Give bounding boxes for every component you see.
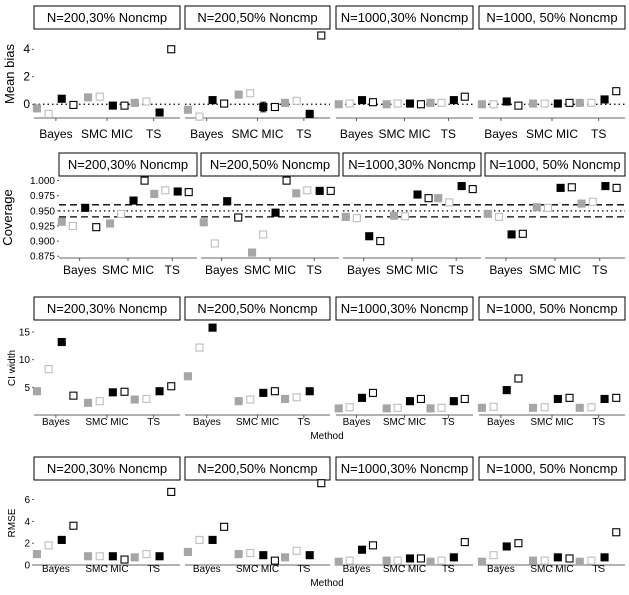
data-point xyxy=(109,389,116,396)
x-tick-label: Bayes xyxy=(489,263,523,277)
data-point xyxy=(613,88,620,95)
chart-row-0 xyxy=(2,6,625,141)
x-tick-label: Bayes xyxy=(342,564,371,575)
x-tick-label: TS xyxy=(297,417,311,428)
y-axis-label: Mean bias xyxy=(2,44,17,104)
x-tick-label: Bayes xyxy=(190,127,224,141)
data-point xyxy=(427,99,434,106)
x-tick-label: SMC MIC xyxy=(530,417,574,428)
data-point xyxy=(566,555,573,562)
data-point xyxy=(33,551,40,558)
data-point xyxy=(121,388,128,395)
panel-2-2 xyxy=(335,297,473,428)
data-point xyxy=(85,553,92,560)
data-point xyxy=(508,231,515,238)
panel-title: N=1000,30% Noncmp xyxy=(348,157,476,172)
data-point xyxy=(96,93,103,100)
data-point xyxy=(260,231,267,238)
x-tick-label: SMC MIC xyxy=(235,564,280,575)
x-tick-label: Bayes xyxy=(487,417,515,428)
data-point xyxy=(541,557,548,564)
data-point xyxy=(109,102,116,109)
x-tick-label: Bayes xyxy=(42,417,70,428)
x-tick-label: TS xyxy=(441,564,455,575)
data-point xyxy=(316,187,323,194)
data-point xyxy=(503,387,510,394)
data-point xyxy=(417,101,424,108)
data-point xyxy=(515,540,522,547)
y-axis-label: RMSE xyxy=(7,508,18,538)
data-point xyxy=(168,46,175,53)
x-tick-label: TS xyxy=(146,127,162,141)
data-point xyxy=(346,404,353,411)
data-point xyxy=(271,388,278,395)
data-point xyxy=(118,210,125,217)
data-point xyxy=(209,536,216,543)
data-point xyxy=(601,554,608,561)
data-point xyxy=(613,394,620,401)
data-point xyxy=(394,557,401,564)
y-tick-label: 2 xyxy=(24,538,30,550)
chart-row-3 xyxy=(7,457,625,589)
x-tick-label: Bayes xyxy=(39,127,73,141)
data-point xyxy=(490,552,497,559)
chart-row-2 xyxy=(7,297,625,442)
data-point xyxy=(568,184,575,191)
data-point xyxy=(450,97,457,104)
x-tick-label: Bayes xyxy=(347,263,381,277)
chart-row-1 xyxy=(0,153,625,277)
y-tick-label: 0.975 xyxy=(29,191,55,203)
panel-title: N=1000, 50% Noncmp xyxy=(486,10,618,25)
data-point xyxy=(168,383,175,390)
data-point xyxy=(221,100,228,107)
data-point xyxy=(353,215,360,222)
data-point xyxy=(162,187,169,194)
panel-1-0 xyxy=(58,153,197,277)
data-point xyxy=(196,113,203,120)
panel-0-2 xyxy=(335,6,473,141)
data-point xyxy=(554,395,561,402)
data-point xyxy=(335,558,342,565)
data-point xyxy=(185,189,192,196)
data-point xyxy=(271,104,278,111)
x-tick-label: Bayes xyxy=(487,564,515,575)
panel-title: N=200,30% Noncmp xyxy=(67,157,189,172)
data-point xyxy=(566,394,573,401)
data-point xyxy=(515,375,522,382)
data-point xyxy=(490,403,497,410)
data-point xyxy=(601,395,608,402)
data-point xyxy=(478,101,485,108)
data-point xyxy=(369,99,376,106)
y-tick-label: 6 xyxy=(24,495,30,507)
data-point xyxy=(211,240,218,247)
data-point xyxy=(235,398,242,405)
x-tick-label: SMC MIC xyxy=(85,564,129,575)
data-point xyxy=(96,398,103,405)
x-axis-label: Method xyxy=(310,431,344,442)
y-axis-label: Coverage xyxy=(0,189,15,246)
data-point xyxy=(109,553,116,560)
data-point xyxy=(383,101,390,108)
panel-title: N=200,50% Noncmp xyxy=(209,157,331,172)
panel-title: N=1000,30% Noncmp xyxy=(340,10,469,25)
data-point xyxy=(530,100,537,107)
x-tick-label: SMC MIC xyxy=(102,263,154,277)
data-point xyxy=(260,389,267,396)
data-point xyxy=(69,222,76,229)
data-point xyxy=(306,552,313,559)
y-tick-label: 2 xyxy=(23,69,30,84)
data-point xyxy=(602,183,609,190)
data-point xyxy=(131,99,138,106)
data-point xyxy=(93,224,100,231)
data-point xyxy=(427,405,434,412)
panel-0-1 xyxy=(184,6,330,141)
data-point xyxy=(96,553,103,560)
data-point xyxy=(588,404,595,411)
data-point xyxy=(369,542,376,549)
data-point xyxy=(359,546,366,553)
x-tick-label: SMC MIC xyxy=(244,263,296,277)
x-tick-label: SMC MIC xyxy=(382,417,427,428)
data-point xyxy=(85,94,92,101)
data-point xyxy=(359,394,366,401)
data-point xyxy=(406,555,413,562)
y-tick-label: 10 xyxy=(18,355,30,367)
data-point xyxy=(184,548,191,555)
panel-2-0 xyxy=(33,297,180,428)
panel-title: N=200,50% Noncmp xyxy=(197,10,318,25)
data-point xyxy=(85,399,92,406)
data-point xyxy=(435,195,442,202)
data-point xyxy=(554,100,561,107)
data-point xyxy=(438,99,445,106)
panel-title: N=200,30% Noncmp xyxy=(46,10,168,25)
x-tick-label: SMC MIC xyxy=(529,263,581,277)
data-point xyxy=(318,32,325,39)
data-point xyxy=(469,186,476,193)
x-tick-label: TS xyxy=(591,127,607,141)
data-point xyxy=(196,536,203,543)
data-point xyxy=(247,396,254,403)
data-point xyxy=(282,554,289,561)
data-point xyxy=(484,210,491,217)
data-point xyxy=(247,550,254,557)
data-point xyxy=(143,551,150,558)
data-point xyxy=(107,220,114,227)
data-point xyxy=(304,187,311,194)
panel-2-1 xyxy=(184,297,330,428)
x-tick-label: SMC MIC xyxy=(386,263,438,277)
data-point xyxy=(576,99,583,106)
x-tick-label: Bayes xyxy=(42,564,70,575)
panel-0-0 xyxy=(33,6,180,141)
data-point xyxy=(224,198,231,205)
data-point xyxy=(461,93,468,100)
data-point xyxy=(282,395,289,402)
data-point xyxy=(306,388,313,395)
data-point xyxy=(235,214,242,221)
data-point xyxy=(417,395,424,402)
data-point xyxy=(589,198,596,205)
data-point xyxy=(461,539,468,546)
data-point xyxy=(143,98,150,105)
data-point xyxy=(346,557,353,564)
panel-3-1 xyxy=(184,457,330,575)
data-point xyxy=(272,209,279,216)
data-point xyxy=(260,552,267,559)
data-point xyxy=(33,388,40,395)
x-tick-label: SMC MIC xyxy=(85,417,129,428)
data-point xyxy=(82,204,89,211)
data-point xyxy=(260,104,267,111)
data-point xyxy=(271,557,278,564)
data-point xyxy=(318,480,325,487)
data-point xyxy=(282,99,289,106)
y-tick-label: 0.925 xyxy=(29,221,55,233)
data-point xyxy=(394,404,401,411)
data-point xyxy=(33,105,40,112)
y-tick-label: 4 xyxy=(24,516,30,528)
panel-2-3 xyxy=(478,297,625,428)
data-point xyxy=(156,553,163,560)
data-point xyxy=(342,213,349,220)
data-point xyxy=(541,404,548,411)
data-point xyxy=(438,404,445,411)
x-tick-label: TS xyxy=(592,564,606,575)
panel-title: N=1000, 50% Noncmp xyxy=(489,157,621,172)
data-point xyxy=(519,230,526,237)
panel-1-1 xyxy=(200,153,339,277)
data-point xyxy=(545,204,552,211)
y-axis-label: CI width xyxy=(7,349,18,387)
data-point xyxy=(45,366,52,373)
x-tick-label: Bayes xyxy=(63,263,97,277)
data-point xyxy=(450,554,457,561)
x-tick-label: SMC MIC xyxy=(81,127,133,141)
data-point xyxy=(557,184,564,191)
panel-title: N=1000,30% Noncmp xyxy=(340,461,469,476)
data-point xyxy=(293,394,300,401)
data-point xyxy=(184,106,191,113)
data-point xyxy=(446,199,453,206)
x-tick-label: TS xyxy=(448,263,464,277)
data-point xyxy=(184,373,191,380)
data-point xyxy=(249,249,256,256)
data-point xyxy=(58,218,65,225)
data-point xyxy=(578,200,585,207)
data-point xyxy=(496,213,503,220)
data-point xyxy=(45,542,52,549)
data-point xyxy=(209,97,216,104)
y-tick-label: 0 xyxy=(24,560,30,572)
data-point xyxy=(414,191,421,198)
data-point xyxy=(247,90,254,97)
x-tick-label: TS xyxy=(306,263,322,277)
x-tick-label: SMC MIC xyxy=(235,417,280,428)
data-point xyxy=(235,551,242,558)
data-point xyxy=(601,96,608,103)
data-point xyxy=(156,388,163,395)
data-point xyxy=(196,344,203,351)
x-tick-label: TS xyxy=(297,564,311,575)
x-tick-label: TS xyxy=(440,127,457,141)
data-point xyxy=(406,398,413,405)
data-point xyxy=(151,190,158,197)
data-point xyxy=(335,101,342,108)
data-point xyxy=(335,405,342,412)
data-point xyxy=(450,398,457,405)
data-point xyxy=(58,95,65,102)
data-point xyxy=(478,404,485,411)
data-point xyxy=(391,212,398,219)
data-point xyxy=(366,233,373,240)
x-tick-label: Bayes xyxy=(339,127,374,141)
data-point xyxy=(45,110,52,117)
data-point xyxy=(406,100,413,107)
data-point xyxy=(143,395,150,402)
data-point xyxy=(383,557,390,564)
data-point xyxy=(438,557,445,564)
x-tick-label: TS xyxy=(296,127,312,141)
data-point xyxy=(221,523,228,530)
y-tick-label: 1.000 xyxy=(29,176,55,188)
data-point xyxy=(377,238,384,245)
y-tick-label: 0.900 xyxy=(29,236,55,248)
x-tick-label: SMC MIC xyxy=(378,127,431,141)
data-point xyxy=(425,195,432,202)
x-tick-label: Bayes xyxy=(484,127,518,141)
data-point xyxy=(200,219,207,226)
data-point xyxy=(613,184,620,191)
data-point xyxy=(588,557,595,564)
y-tick-label: 4 xyxy=(23,41,30,56)
data-point xyxy=(461,395,468,402)
data-point xyxy=(576,558,583,565)
panel-3-2 xyxy=(335,457,473,575)
data-point xyxy=(458,183,465,190)
data-point xyxy=(141,177,148,184)
data-point xyxy=(235,91,242,98)
x-tick-label: TS xyxy=(147,417,161,428)
y-tick-label: 0.950 xyxy=(29,206,55,218)
data-point xyxy=(503,98,510,105)
y-tick-label: 0.875 xyxy=(29,251,55,263)
x-tick-label: SMC MIC xyxy=(530,564,574,575)
x-tick-label: Bayes xyxy=(205,263,239,277)
x-tick-label: SMC MIC xyxy=(382,564,427,575)
data-point xyxy=(515,102,522,109)
panel-title: N=200,30% Noncmp xyxy=(46,461,168,476)
data-point xyxy=(121,102,128,109)
panel-1-3 xyxy=(484,153,625,277)
data-point xyxy=(530,404,537,411)
x-tick-label: TS xyxy=(147,564,161,575)
data-point xyxy=(306,110,313,117)
data-point xyxy=(58,339,65,346)
panel-title: N=1000, 50% Noncmp xyxy=(486,461,618,476)
x-tick-label: TS xyxy=(592,263,608,277)
data-point xyxy=(58,536,65,543)
data-point xyxy=(130,197,137,204)
panel-title: N=1000, 50% Noncmp xyxy=(486,301,618,316)
data-point xyxy=(293,190,300,197)
data-point xyxy=(541,100,548,107)
data-point xyxy=(70,392,77,399)
data-point xyxy=(327,187,334,194)
x-tick-label: TS xyxy=(592,417,606,428)
data-point xyxy=(131,554,138,561)
x-tick-label: Bayes xyxy=(342,417,371,428)
data-point xyxy=(209,324,216,331)
y-tick-label: 5 xyxy=(24,382,30,394)
x-tick-label: SMC MIC xyxy=(231,127,284,141)
x-tick-label: Bayes xyxy=(192,417,221,428)
data-point xyxy=(533,204,540,211)
panel-3-0 xyxy=(33,457,180,575)
data-point xyxy=(427,558,434,565)
data-point xyxy=(131,396,138,403)
data-point xyxy=(478,558,485,565)
data-point xyxy=(121,556,128,563)
panel-title: N=200,50% Noncmp xyxy=(197,461,318,476)
data-point xyxy=(369,389,376,396)
y-tick-label: 15 xyxy=(18,327,30,339)
data-point xyxy=(293,97,300,104)
data-point xyxy=(383,405,390,412)
data-point xyxy=(566,99,573,106)
panel-title: N=200,50% Noncmp xyxy=(197,301,318,316)
data-point xyxy=(503,543,510,550)
data-point xyxy=(70,522,77,529)
data-point xyxy=(394,100,401,107)
data-point xyxy=(156,109,163,116)
data-point xyxy=(613,529,620,536)
data-point xyxy=(417,555,424,562)
x-tick-label: TS xyxy=(441,417,455,428)
data-point xyxy=(402,213,409,220)
panel-3-3 xyxy=(478,457,625,575)
data-point xyxy=(576,404,583,411)
panel-title: N=200,30% Noncmp xyxy=(46,301,168,316)
data-point xyxy=(359,97,366,104)
y-tick-label: 0 xyxy=(23,96,30,111)
data-point xyxy=(70,101,77,108)
data-point xyxy=(168,488,175,495)
data-point xyxy=(588,99,595,106)
data-point xyxy=(530,557,537,564)
panel-title: N=1000,30% Noncmp xyxy=(340,301,469,316)
data-point xyxy=(174,188,181,195)
data-point xyxy=(490,101,497,108)
data-point xyxy=(554,554,561,561)
panel-1-2 xyxy=(342,153,481,277)
data-point xyxy=(293,547,300,554)
data-point xyxy=(283,177,290,184)
x-tick-label: Bayes xyxy=(192,564,221,575)
x-tick-label: TS xyxy=(164,263,180,277)
x-axis-label: Method xyxy=(310,578,344,589)
data-point xyxy=(346,100,353,107)
x-tick-label: SMC MIC xyxy=(526,127,578,141)
panel-0-3 xyxy=(478,6,625,141)
